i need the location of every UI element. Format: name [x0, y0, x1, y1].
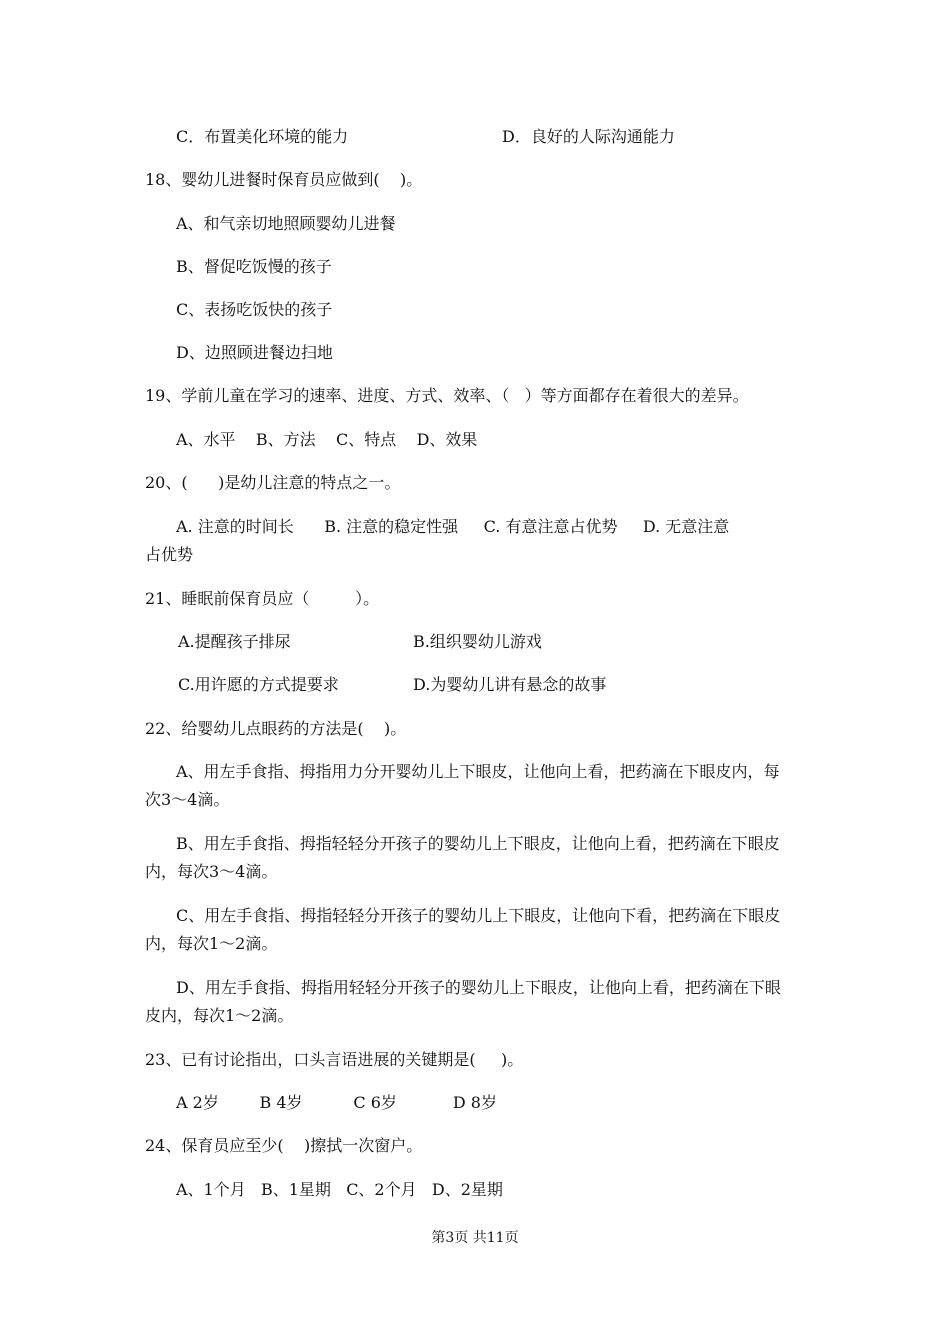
q17-option-c: C．布置美化环境的能力	[176, 127, 349, 146]
q24-options: A、1个月 B、1星期 C、2个月 D、2星期	[176, 1180, 503, 1199]
q21-option-a: A.提醒孩子排尿	[178, 632, 291, 651]
q18-stem: 18、婴幼儿进餐时保育员应做到( )。	[145, 170, 423, 189]
q21-option-b: B.组织婴幼儿游戏	[413, 632, 542, 651]
q20-options-line1: A. 注意的时间长 B. 注意的稳定性强 C. 有意注意占优势 D. 无意注意	[176, 517, 730, 536]
q19-options: A、水平 B、方法 C、特点 D、效果	[176, 430, 478, 449]
q22-option-b-line1: B、用左手食指、拇指轻轻分开孩子的婴幼儿上下眼皮，让他向上看，把药滴在下眼皮	[176, 834, 780, 853]
q22-option-d-line1: D、用左手食指、拇指用轻轻分开孩子的婴幼儿上下眼皮，让他向上看，把药滴在下眼	[176, 978, 781, 997]
q20-options-line2: 占优势	[145, 545, 194, 564]
q22-option-a-line1: A、用左手食指、拇指用力分开婴幼儿上下眼皮，让他向上看，把药滴在下眼皮内，每	[176, 762, 780, 781]
q22-option-b-line2: 内，每次3～4滴。	[145, 862, 278, 881]
q23-options: A 2岁 B 4岁 C 6岁 D 8岁	[176, 1093, 497, 1112]
q18-option-c: C、表扬吃饭快的孩子	[176, 300, 333, 319]
page-footer: 第3页 共11页	[431, 1230, 519, 1246]
q21-stem: 21、睡眠前保育员应（ ）。	[145, 589, 380, 608]
q22-option-c-line1: C、用左手食指、拇指轻轻分开孩子的婴幼儿上下眼皮，让他向下看，把药滴在下眼皮	[176, 906, 781, 925]
q22-option-a-line2: 次3～4滴。	[145, 790, 230, 809]
q18-option-a: A、和气亲切地照顾婴幼儿进餐	[176, 214, 396, 233]
q19-stem: 19、学前儿童在学习的速率、进度、方式、效率、（ ）等方面都存在着很大的差异。	[145, 386, 749, 405]
q24-stem: 24、保育员应至少( )擦拭一次窗户。	[145, 1136, 423, 1155]
q22-option-c-line2: 内，每次1～2滴。	[145, 934, 278, 953]
q23-stem: 23、已有讨论指出，口头言语进展的关键期是( )。	[145, 1050, 524, 1069]
q22-option-d-line2: 皮内，每次1～2滴。	[145, 1006, 294, 1025]
q17-option-d: D．良好的人际沟通能力	[502, 127, 675, 146]
q21-option-d: D.为婴幼儿讲有悬念的故事	[413, 675, 607, 694]
q18-option-d: D、边照顾进餐边扫地	[176, 343, 333, 362]
q20-stem: 20、( )是幼儿注意的特点之一。	[145, 473, 401, 492]
q21-option-c: C.用许愿的方式提要求	[178, 675, 339, 694]
q22-stem: 22、给婴幼儿点眼药的方法是( )。	[145, 719, 407, 738]
q18-option-b: B、督促吃饭慢的孩子	[176, 257, 332, 276]
